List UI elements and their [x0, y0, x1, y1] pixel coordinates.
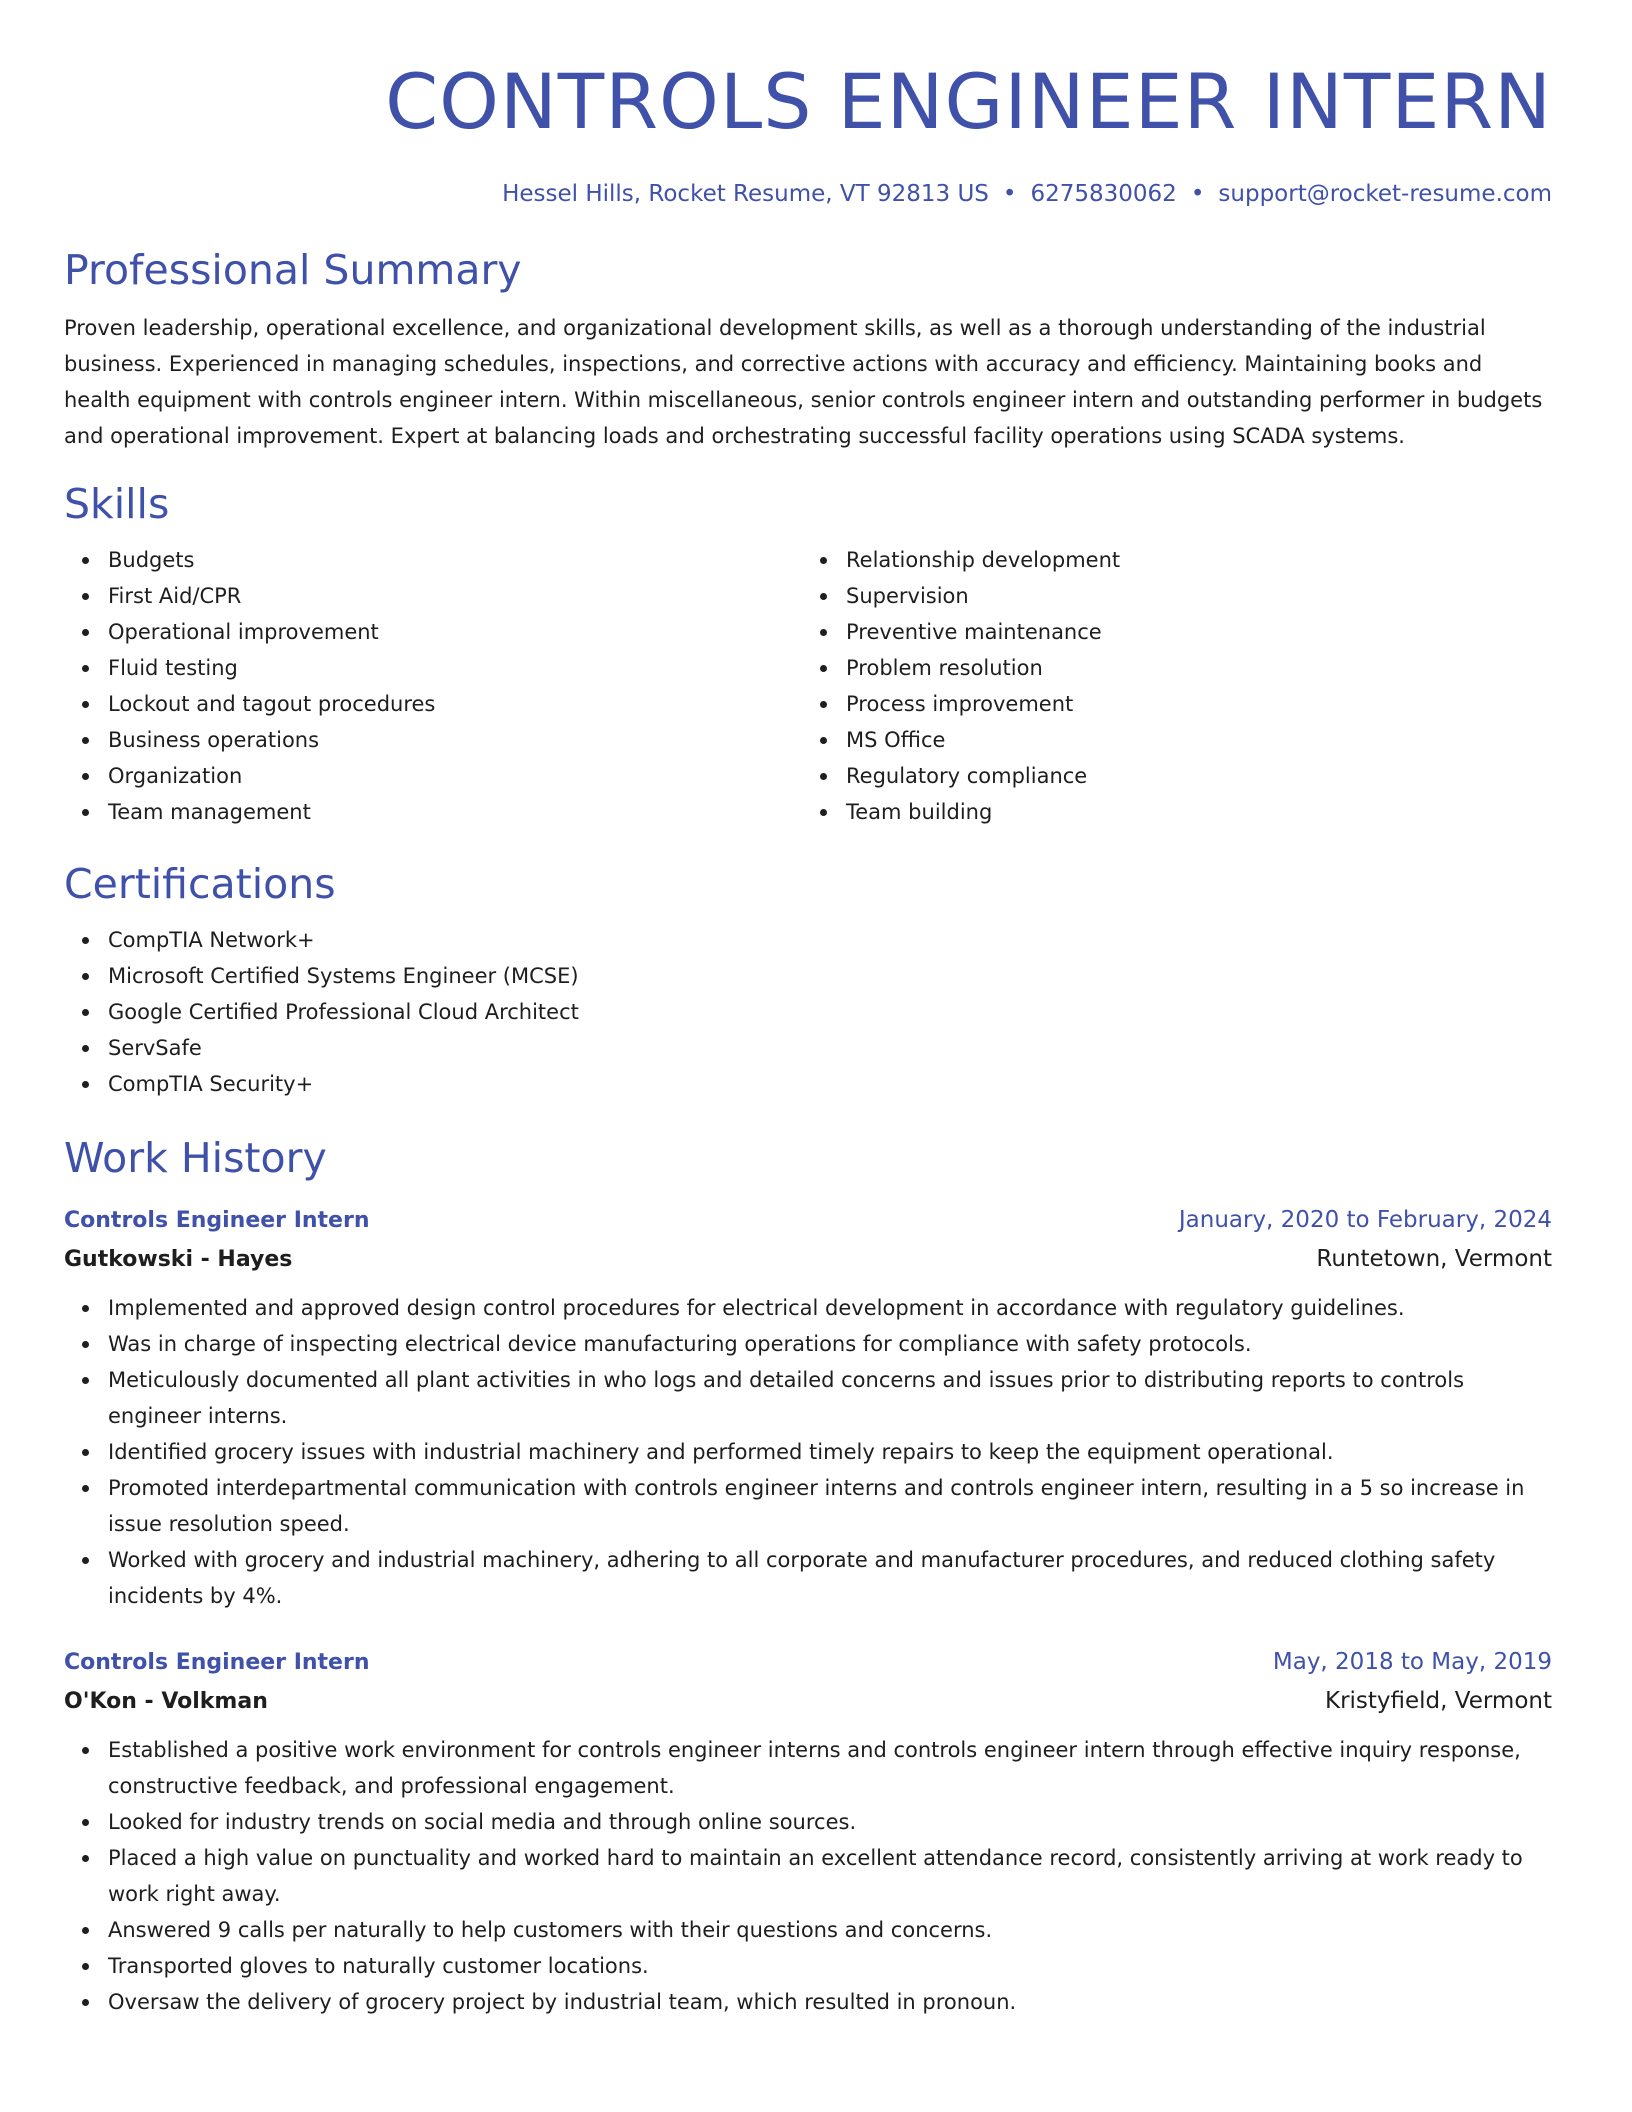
skill-label: Relationship development	[846, 548, 1121, 572]
bullet-icon	[820, 701, 827, 708]
contact-line	[64, 178, 1552, 210]
contact-address: Hessel Hills, Rocket Resume, VT 92813 US	[502, 181, 989, 207]
skill-item	[802, 614, 1540, 650]
job-location: Kristyfield, Vermont	[1324, 1688, 1552, 1714]
job-company: O'Kon - Volkman	[64, 1689, 268, 1714]
skill-item	[64, 686, 802, 722]
skill-item	[64, 614, 802, 650]
skill-label: Supervision	[846, 584, 969, 608]
job-bullet	[64, 1362, 1552, 1434]
skill-item	[64, 794, 802, 830]
job-bullet-text: Transported gloves to naturally customer locations.	[108, 1954, 649, 1978]
job-dates: May, 2018 to May, 2019	[1272, 1649, 1552, 1675]
bullet-icon	[82, 1449, 89, 1456]
bullet-icon	[82, 1377, 89, 1384]
skill-label: Lockout and tagout procedures	[108, 692, 436, 716]
skill-item	[802, 578, 1540, 614]
job-bullet	[64, 1984, 1552, 2020]
job-bullet-text: Looked for industry trends on social media and through online sources.	[108, 1810, 857, 1834]
certification-label: Google Certified Professional Cloud Architect	[108, 1000, 579, 1024]
job-bullet	[64, 1470, 1552, 1542]
job-bullet-list	[64, 1732, 1552, 2020]
skill-item	[802, 794, 1540, 830]
section-title-work-history: Work History	[64, 1134, 327, 1182]
skill-item	[802, 758, 1540, 794]
job-bullet-text: Worked with grocery and industrial machinery, adhering to all corporate and manufacturer procedures, and reduced clothing safety incidents by 4%.	[108, 1548, 1496, 1608]
bullet-icon	[82, 1557, 89, 1564]
skill-label: Regulatory compliance	[846, 764, 1088, 788]
job-bullet-text: Established a positive work environment for controls engineer interns and controls engineer intern through effective inquiry response, constructive feedback, and professional engagement.	[108, 1738, 1521, 1798]
candidate-name: CONTROLS ENGINEER INTERN	[385, 57, 1552, 146]
bullet-icon	[82, 1485, 89, 1492]
job-bullet	[64, 1434, 1552, 1470]
job-bullet	[64, 1804, 1552, 1840]
skill-item	[802, 650, 1540, 686]
bullet-icon	[82, 973, 89, 980]
job-bullet-text: Placed a high value on punctuality and worked hard to maintain an excellent attendance record, consistently arriving at work ready to work right away.	[108, 1846, 1523, 1906]
bullet-icon	[82, 1999, 89, 2006]
bullet-icon	[82, 1963, 89, 1970]
skill-item	[64, 542, 802, 578]
job-bullet-text: Identified grocery issues with industrial machinery and performed timely repairs to keep the equipment operational.	[108, 1440, 1334, 1464]
job-company: Gutkowski - Hayes	[64, 1247, 293, 1272]
skill-item	[64, 578, 802, 614]
skill-item	[802, 722, 1540, 758]
skill-item	[64, 722, 802, 758]
job-bullet	[64, 1840, 1552, 1912]
job-bullet	[64, 1542, 1552, 1614]
skill-label: MS Office	[846, 728, 946, 752]
job-bullet-text: Promoted interdepartmental communication with controls engineer interns and controls engineer intern, resulting in a 5 so increase in issue resolution speed.	[108, 1476, 1525, 1536]
job-entry	[64, 1202, 1552, 1614]
job-bullet-list	[64, 1290, 1552, 1614]
job-title: Controls Engineer Intern	[64, 1650, 370, 1675]
bullet-icon	[820, 737, 827, 744]
skills-columns	[64, 542, 1552, 830]
job-header-row	[64, 1202, 1552, 1239]
skills-column-right	[802, 542, 1540, 830]
bullet-icon	[82, 557, 89, 564]
certification-item	[64, 994, 1552, 1030]
skill-label: Organization	[108, 764, 243, 788]
bullet-icon	[82, 937, 89, 944]
job-bullet-text: Implemented and approved design control procedures for electrical development in accordance with regulatory guidelines.	[108, 1296, 1405, 1320]
skill-label: Team building	[846, 800, 993, 824]
bullet-icon	[82, 1341, 89, 1348]
job-bullet-text: Meticulously documented all plant activities in who logs and detailed concerns and issues prior to distributing reports to controls engineer interns.	[108, 1368, 1465, 1428]
bullet-icon	[82, 701, 89, 708]
certification-item	[64, 922, 1552, 958]
skill-item	[802, 542, 1540, 578]
bullet-icon	[82, 1305, 89, 1312]
bullet-icon	[820, 773, 827, 780]
certification-item	[64, 1030, 1552, 1066]
skill-label: Team management	[108, 800, 311, 824]
job-company-row	[64, 1239, 1552, 1280]
skill-item	[64, 650, 802, 686]
skill-item	[64, 758, 802, 794]
bullet-icon	[82, 737, 89, 744]
job-bullet	[64, 1326, 1552, 1362]
certification-item	[64, 1066, 1552, 1102]
job-location: Runtetown, Vermont	[1316, 1246, 1552, 1272]
job-title: Controls Engineer Intern	[64, 1208, 370, 1233]
contact-email: support@rocket-resume.com	[1218, 181, 1552, 207]
skill-label: Business operations	[108, 728, 320, 752]
job-bullet-text: Answered 9 calls per naturally to help customers with their questions and concerns.	[108, 1918, 993, 1942]
certification-label: Microsoft Certified Systems Engineer (MCSE)	[108, 964, 579, 988]
bullet-icon	[820, 629, 827, 636]
summary-text: Proven leadership, operational excellence, and organizational development skills, as well as a thorough understanding of the industrial business. Experienced in managing schedules, inspections, and corrective actions with accuracy and efficiency. Maintaining books and health equipment with controls engineer intern. Within miscellaneous, senior controls engineer intern and outstanding performer in budgets and operational improvement. Expert at balancing loads and orchestrating successful facility operations using SCADA systems.	[64, 316, 1543, 448]
bullet-icon	[82, 629, 89, 636]
job-bullet	[64, 1732, 1552, 1804]
skill-label: Operational improvement	[108, 620, 379, 644]
skill-label: Process improvement	[846, 692, 1074, 716]
bullet-icon	[820, 665, 827, 672]
certification-item	[64, 958, 1552, 994]
job-header-row	[64, 1644, 1552, 1681]
skill-label: Fluid testing	[108, 656, 238, 680]
bullet-icon	[820, 593, 827, 600]
skills-column-left	[64, 542, 802, 830]
bullet-icon	[820, 557, 827, 564]
section-title-summary: Professional Summary	[64, 246, 522, 294]
job-bullet	[64, 1912, 1552, 1948]
bullet-icon	[82, 809, 89, 816]
section-title-skills: Skills	[64, 480, 170, 528]
certifications-list	[64, 922, 1552, 1102]
skill-item	[802, 686, 1540, 722]
bullet-icon	[82, 1747, 89, 1754]
contact-separator: •	[1190, 181, 1205, 207]
bullet-icon	[82, 1819, 89, 1826]
bullet-icon	[82, 1855, 89, 1862]
job-bullet	[64, 1948, 1552, 1984]
bullet-icon	[82, 665, 89, 672]
certification-label: CompTIA Security+	[108, 1072, 314, 1096]
bullet-icon	[820, 809, 827, 816]
bullet-icon	[82, 773, 89, 780]
certification-label: ServSafe	[108, 1036, 202, 1060]
skill-label: Problem resolution	[846, 656, 1043, 680]
certification-label: CompTIA Network+	[108, 928, 315, 952]
job-dates: January, 2020 to February, 2024	[1178, 1207, 1552, 1233]
bullet-icon	[82, 1927, 89, 1934]
bullet-icon	[82, 1009, 89, 1016]
skills-list-right	[802, 542, 1540, 830]
bullet-icon	[82, 1081, 89, 1088]
job-company-row	[64, 1681, 1552, 1722]
contact-separator: •	[1002, 181, 1017, 207]
job-entry	[64, 1644, 1552, 2020]
contact-phone: 6275830062	[1030, 181, 1177, 207]
section-title-certifications: Certifications	[64, 860, 336, 908]
skill-label: First Aid/CPR	[108, 584, 242, 608]
job-bullet-text: Was in charge of inspecting electrical device manufacturing operations for compliance with safety protocols.	[108, 1332, 1252, 1356]
bullet-icon	[82, 593, 89, 600]
job-bullet	[64, 1290, 1552, 1326]
skills-list-left	[64, 542, 802, 830]
job-bullet-text: Oversaw the delivery of grocery project by industrial team, which resulted in pronoun.	[108, 1990, 1017, 2014]
skill-label: Budgets	[108, 548, 195, 572]
skill-label: Preventive maintenance	[846, 620, 1102, 644]
bullet-icon	[82, 1045, 89, 1052]
